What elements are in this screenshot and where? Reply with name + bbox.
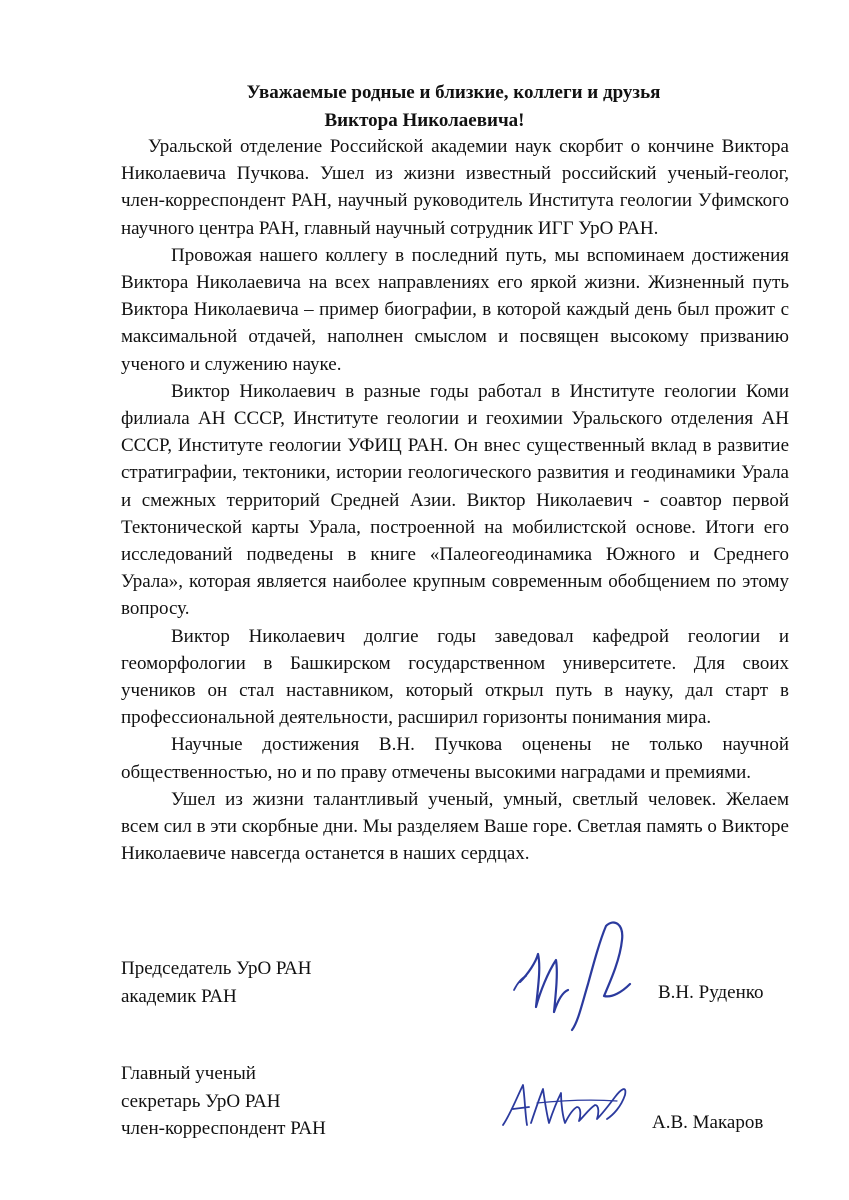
signatory-1-name: В.Н. Руденко xyxy=(658,982,764,1003)
letter-body xyxy=(121,133,789,867)
signature-rudenko xyxy=(508,912,638,1037)
paragraph-2: Провожая нашего коллегу в последний путь, мы вспоминаем достижения Виктора Николаевича на всех направлениях его яркой жизни. Жизненный путь Виктора Николаевича – пример биографии, в которой каждый день был прожит с максимальной отдачей, наполнен смыслом и посвящен высокому призванию ученого и служению науке. xyxy=(121,244,789,375)
paragraph-1: Уральской отделение Российской академии наук скорбит о кончине Виктора Николаевича Пучкова. Ушел из жизни известный российский ученый-геолог, член-корреспондент РАН, научный руководитель Института геологии Уфимского научного центра РАН, главный научный сотрудник ИГГ УрО РАН. xyxy=(121,136,789,239)
signature-makarov xyxy=(497,1075,632,1135)
signatory-1-position xyxy=(121,955,312,1010)
signatory-2-position-line: член-корреспондент РАН xyxy=(121,1118,326,1139)
signatory-2-position xyxy=(121,1060,326,1143)
paragraph-5: Научные достижения В.Н. Пучкова оценены не только научной общественностью, но и по праву отмечены высокими наградами и премиями. xyxy=(121,734,789,783)
paragraph-4: Виктор Николаевич долгие годы заведовал кафедрой геологии и геоморфологии в Башкирском государственном университете. Для своих учеников он стал наставником, который открыл путь в науку, дал старт в профессиональной деятельности, расширил горизонты понимания мира. xyxy=(121,625,789,729)
signatory-2-position-line: секретарь УрО РАН xyxy=(121,1090,281,1112)
signatory-2-name: А.В. Макаров xyxy=(652,1112,764,1133)
heading-line-2: Виктора Николаевича! xyxy=(324,110,525,131)
paragraph-6: Ушел из жизни талантливый ученый, умный, светлый человек. Желаем всем сил в эти скорбные дни. Мы разделяем Ваше горе. Светлая память о Викторе Николаевиче навсегда останется в наших сердцах. xyxy=(121,788,789,865)
signatory-1-position-line: Председатель УрО РАН xyxy=(121,958,312,979)
paragraph-3: Виктор Николаевич в разные годы работал в Институте геологии Коми филиала АН СССР, Институте геологии и геохимии Уральского отделения АН СССР, Институте геологии УФИЦ РАН. Он внес существенный вклад в развитие стратиграфии, тектоники, истории геологического развития и геодинамики Урала и смежных территорий Средней Азии. Виктор Николаевич - соавтор первой Тектонической карты Урала, построенной на мобилистской основе. Итоги его исследований подведены в книге «Палеогеодинамика Южного и Среднего Урала», которая является наиболее крупным современным обобщением по этому вопросу. xyxy=(121,380,789,620)
signatory-1-position-line: академик РАН xyxy=(121,985,237,1007)
signatory-2-position-line: Главный ученый xyxy=(121,1063,256,1084)
heading-line-1: Уважаемые родные и близкие, коллеги и друзья xyxy=(246,82,661,103)
